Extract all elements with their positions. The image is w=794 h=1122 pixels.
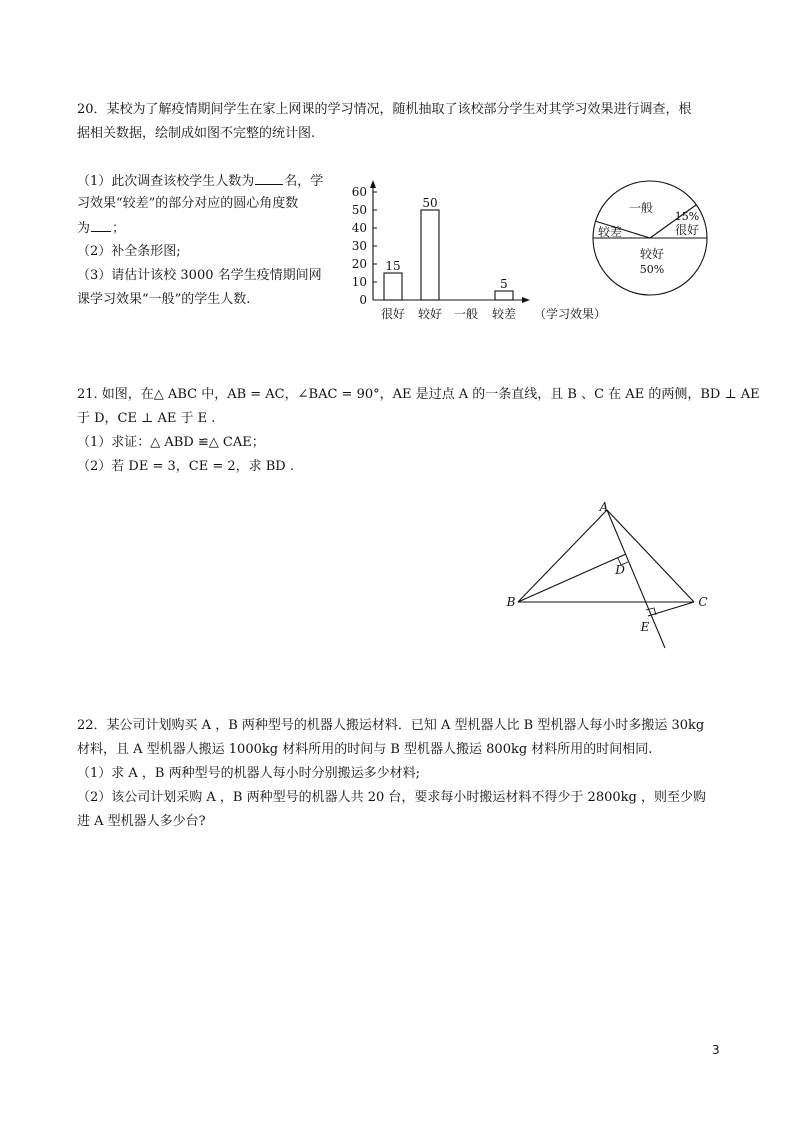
- pie-label-very-good: 很好: [674, 223, 700, 237]
- q20-part3-line2: 课学习效果“一般”的学生人数.: [77, 292, 251, 307]
- q20-part1-line3: [77, 219, 125, 238]
- q20-part2: （2）补全条形图;: [77, 244, 181, 259]
- bar-value-label: 5: [500, 277, 508, 291]
- x-tick-label: 很好: [380, 307, 406, 321]
- segment-ac: [607, 510, 694, 602]
- pie-label-poor: 较差: [597, 225, 623, 239]
- x-tick-label: 一般: [453, 307, 479, 321]
- point-label-b: B: [506, 595, 516, 609]
- q22-part2-line2: 进 A 型机器人多少台?: [77, 814, 206, 829]
- bar-chart: [340, 178, 615, 328]
- bar-value-label: 50: [422, 196, 438, 210]
- bar-3: [495, 291, 513, 300]
- pie-chart: [585, 178, 715, 298]
- y-tick-label: 0: [359, 293, 367, 307]
- x-axis-label: （学习效果）: [534, 307, 607, 321]
- q21-line2: 于 D，CE ⊥ AE 于 E .: [77, 411, 216, 426]
- point-label-c: C: [698, 595, 708, 609]
- q22-part1: （1）求 A ，B 两种型号的机器人每小时分别搬运多少材料;: [77, 766, 420, 781]
- segment-ce: [648, 602, 694, 616]
- bar-1: [421, 210, 439, 300]
- answer-blank[interactable]: [91, 219, 111, 232]
- answer-blank[interactable]: [255, 172, 283, 185]
- point-label-d: D: [615, 563, 625, 577]
- page-number: 3: [712, 1043, 720, 1057]
- q20-part3-line1: （3）请估计该校 3000 名学生疫情期间网: [77, 268, 322, 283]
- q20-part1-text-a: （1）此次调查该校学生人数为: [77, 174, 255, 189]
- q20-intro-line2: 据相关数据，绘制成如图不完整的统计图.: [77, 126, 316, 141]
- q21-part1: （1）求证：△ ABD ≌△ CAE；: [77, 435, 265, 450]
- point-label-a: A: [599, 500, 609, 514]
- pie-label-good: 较好: [639, 247, 665, 261]
- pie-pct-very-good: 15%: [674, 210, 700, 223]
- segment-ab: [518, 510, 607, 602]
- q20-part1-line1: [77, 172, 323, 191]
- y-tick-label: 20: [351, 257, 367, 271]
- bar-value-label: 15: [385, 259, 401, 273]
- q20-part1-line2: 习效果“较差”的部分对应的圆心角度数: [77, 196, 299, 211]
- y-tick-label: 40: [351, 221, 367, 235]
- q20-part1-text-d: ；: [112, 221, 126, 236]
- q22-line2: 材料，且 A 型机器人搬运 1000kg 材料所用的时间与 B 型机器人搬运 800kg 材料所用的时间相同.: [77, 742, 653, 757]
- x-axis-arrow: [522, 297, 530, 303]
- q20-part1-text-b: 名，学: [284, 174, 324, 189]
- q20-intro-line1: 20．某校为了解疫情期间学生在家上网课的学习情况，随机抽取了该校部分学生对其学习效果进行调查，根: [77, 102, 692, 117]
- q22-part2-line1: （2）该公司计划采购 A ，B 两种型号的机器人共 20 台，要求每小时搬运材料不得少于 2800kg ，则至少购: [77, 790, 706, 805]
- pie-label-average: 一般: [628, 201, 654, 215]
- y-tick-label: 30: [351, 239, 367, 253]
- point-label-e: E: [640, 620, 650, 634]
- q22-line1: 22．某公司计划购买 A ，B 两种型号的机器人搬运材料．已知 A 型机器人比 B 型机器人每小时多搬运 30kg: [77, 718, 705, 733]
- q20-part1-text-c: 为: [77, 221, 91, 236]
- y-tick-label: 10: [351, 275, 367, 289]
- x-tick-label: 较好: [417, 307, 443, 321]
- q21-line1: 21. 如图，在△ ABC 中，AB = AC，∠BAC = 90°，AE 是过点 A 的一条直线，且 B 、C 在 AE 的两侧，BD ⊥ AE: [77, 387, 760, 402]
- line-ae: [607, 510, 665, 648]
- geometry-figure: [500, 496, 720, 656]
- q21-part2: （2）若 DE = 3，CE = 2，求 BD .: [77, 459, 294, 474]
- bar-0: [384, 273, 402, 300]
- x-tick-label: 较差: [491, 307, 517, 321]
- y-tick-label: 50: [351, 203, 367, 217]
- y-axis-arrow: [370, 180, 376, 188]
- y-tick-label: 60: [351, 185, 367, 199]
- segment-bd: [518, 554, 626, 602]
- pie-pct-good: 50%: [639, 263, 665, 276]
